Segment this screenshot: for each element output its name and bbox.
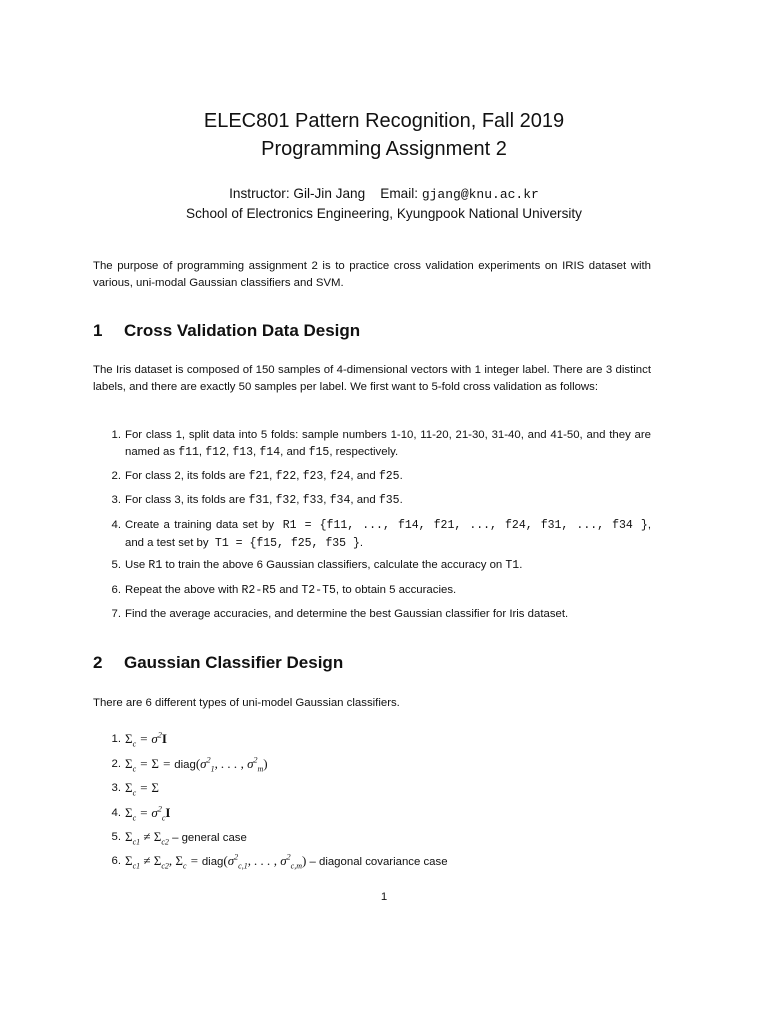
code-run: f34 — [329, 494, 351, 507]
text-run: and — [276, 584, 302, 596]
email-address[interactable]: gjang@knu.ac.kr — [421, 187, 539, 202]
text-run: Use — [125, 559, 149, 571]
list-text — [125, 517, 651, 552]
code-run: T1 — [505, 559, 520, 572]
text-run: , and a test set by — [125, 519, 651, 549]
instructor-line — [0, 184, 768, 204]
diag-label: diag — [201, 856, 224, 868]
code-run: R1 = — [282, 519, 320, 532]
code-run: f11 — [178, 445, 199, 459]
list-text — [125, 557, 651, 575]
list-item — [107, 427, 651, 461]
code-run: T2-T5 — [301, 584, 336, 597]
section-number: 1 — [93, 321, 103, 340]
text-run: , — [198, 445, 206, 458]
code-run: {f11, ..., f14, f21, ..., f24, f31, ..., f34 } — [319, 519, 648, 532]
list-item — [107, 829, 651, 847]
formula: $\Sigma_c = \sigma^2I$ — [125, 730, 167, 749]
text-run: , — [269, 470, 276, 482]
code-run: f13 — [232, 445, 254, 459]
formula: $\Sigma_c = \Sigma$ = $diag(\sigma^2_1$, . . . , $\sigma^2_m$) — [125, 755, 268, 774]
list-item — [107, 606, 651, 623]
text-run: , — [323, 470, 330, 482]
formula: $\Sigma_c = \sigma^2_cI$ — [125, 804, 171, 823]
formula: $\Sigma_{c1} \ne \Sigma_{c2}$, $\Sigma_c$ = $diag(\sigma^2_{c,1}$, . . . , $\sigma^2_{c,m}$) – diagonal covariance case — [125, 852, 448, 871]
code-run: T1 = — [214, 536, 250, 550]
code-run: R2-R5 — [241, 584, 277, 597]
diag-label: diag — [174, 759, 196, 771]
text-run: For class 2, its folds are — [125, 470, 249, 482]
formula: $\Sigma_{c1} \ne \Sigma_{c2}$ – general case — [125, 829, 247, 847]
list-text — [125, 582, 651, 600]
email-label: Email: — [380, 186, 419, 201]
list-number: 1. — [111, 733, 121, 745]
code-run: f25 — [378, 470, 400, 483]
list-number: 2. — [111, 758, 121, 770]
text-run: Create a training data set by — [125, 519, 279, 531]
text-run: . — [399, 470, 403, 482]
list-number: 4. — [111, 807, 121, 819]
section-title: Cross Validation Data Design — [124, 321, 361, 340]
list-number: 4. — [111, 519, 121, 531]
code-run: f24 — [329, 470, 351, 483]
list-number: 3. — [111, 782, 121, 794]
text-run: , respectively. — [329, 445, 399, 458]
code-run: R1 — [148, 559, 163, 572]
list-text — [125, 492, 651, 510]
text-run: . — [519, 559, 523, 571]
list-text — [125, 468, 651, 486]
text-run: , and — [280, 445, 309, 458]
page-number: 1 — [380, 891, 388, 903]
list-number: 7. — [111, 608, 121, 620]
list-text: Find the average accuracies, and determine the best Gaussian classifier for Iris dataset. — [125, 608, 569, 620]
list-item — [107, 492, 651, 510]
text-run: , to obtain 5 accuracies. — [335, 584, 457, 596]
text-run: , and — [350, 494, 379, 506]
section1-intro: The Iris dataset is composed of 150 samples of 4-dimensional vectors with 1 integer label. There are 3 distinct labels, and there are exactly 50 samples per label. We first want to 5-fold cross validation as follows: — [93, 364, 651, 393]
text-run: For class 1, split data into 5 folds: sample numbers 1-10, 11-20, 21-30, 31-40, and 41-50, and they are named as — [125, 429, 651, 458]
list-item — [107, 780, 651, 798]
list-item — [107, 557, 651, 575]
code-run: f12 — [205, 445, 226, 459]
list-number: 5. — [111, 559, 121, 571]
list-item — [107, 582, 651, 600]
intro-paragraph: The purpose of programming assignment 2 is to practice cross validation experiments on IRIS dataset with various, uni-modal Gaussian classifiers and SVM. — [93, 260, 651, 289]
code-run: f33 — [302, 494, 324, 507]
list-item — [107, 731, 651, 749]
list-number: 3. — [111, 494, 121, 506]
code-run: f32 — [275, 494, 297, 507]
code-run: f23 — [302, 470, 324, 483]
section2-intro: There are 6 different types of uni-model Gaussian classifiers. — [93, 697, 400, 709]
formula-note: – diagonal covariance case — [309, 856, 448, 868]
document-title — [0, 107, 768, 163]
author-block — [0, 184, 768, 223]
instructor-name: Instructor: Gil-Jin Jang — [229, 186, 366, 201]
text-run: , and — [350, 470, 379, 482]
list-item — [107, 756, 651, 774]
code-run: f31 — [248, 494, 270, 507]
text-run: For class 3, its folds are — [125, 494, 249, 506]
affiliation: School of Electronics Engineering, Kyungpook National University — [186, 206, 582, 221]
list-item — [107, 853, 651, 871]
formula-note: – general case — [172, 832, 247, 844]
formula: $\Sigma_c = \Sigma$ — [125, 780, 159, 798]
list-number: 1. — [111, 429, 121, 441]
code-run: {f15, f25, f35 } — [249, 536, 360, 550]
list-number: 6. — [111, 855, 121, 867]
code-run: f15 — [308, 445, 330, 459]
text-run: . — [359, 536, 364, 549]
text-run: , — [296, 494, 303, 506]
section-heading-2 — [93, 653, 343, 673]
text-run: to train the above 6 Gaussian classifiers, calculate the accuracy on — [162, 559, 506, 571]
text-run: . — [399, 494, 403, 506]
code-run: f14 — [259, 445, 281, 459]
list-item — [107, 805, 651, 823]
section-number: 2 — [93, 653, 103, 672]
text-run: , — [323, 494, 330, 506]
list-number: 2. — [111, 470, 121, 482]
section-heading-1 — [93, 321, 360, 341]
code-run: f22 — [275, 470, 297, 483]
section-title: Gaussian Classifier Design — [124, 653, 344, 672]
list-item — [107, 517, 651, 552]
title-line-1: ELEC801 Pattern Recognition, Fall 2019 — [203, 110, 565, 132]
text-run: , — [296, 470, 303, 482]
text-run: , — [253, 445, 260, 458]
list-text — [125, 427, 651, 461]
list-number: 6. — [111, 584, 121, 596]
text-run: Repeat the above with — [125, 584, 242, 596]
list-item — [107, 468, 651, 486]
list-number: 5. — [111, 831, 121, 843]
code-run: f35 — [378, 494, 400, 507]
title-line-2: Programming Assignment 2 — [261, 138, 507, 160]
code-run: f21 — [248, 470, 270, 483]
text-run: , — [269, 494, 276, 506]
text-run: , — [225, 445, 233, 458]
